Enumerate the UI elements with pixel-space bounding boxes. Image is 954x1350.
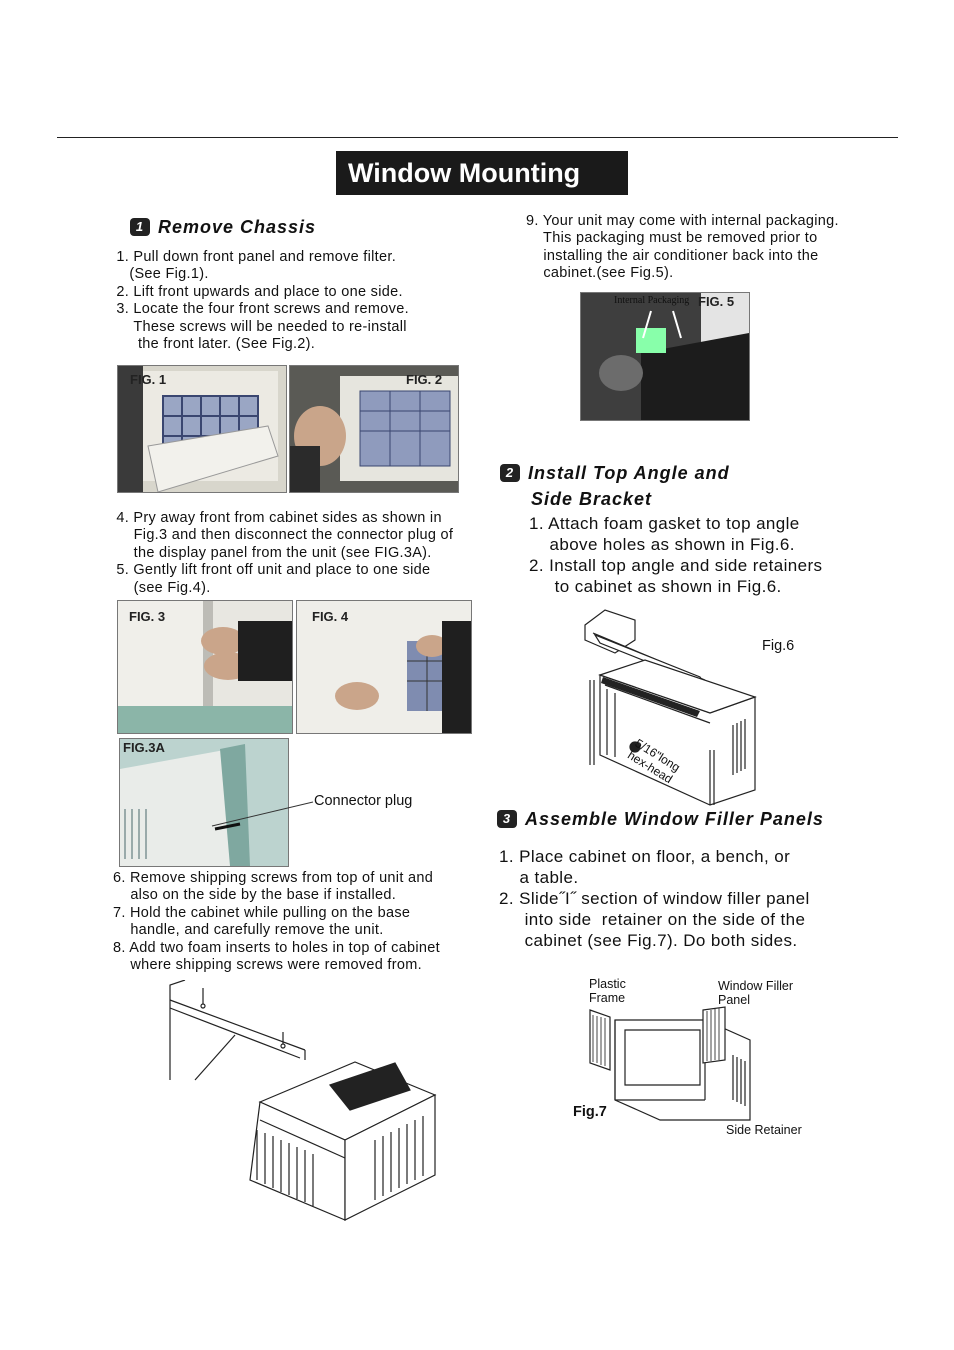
section-2-badge: 2 xyxy=(500,464,520,482)
fig7-label: Fig.7 xyxy=(573,1104,607,1120)
section-3-steps: 1. Place cabinet on floor, a bench, or a table. 2. Slide˝I˝ section of window filler panel into side retainer on the side of the cabinet (see Fig.7). Do both sides. xyxy=(499,847,810,950)
section-3-title: Assemble Window Filler Panels xyxy=(525,809,824,829)
section-3-heading xyxy=(497,809,824,830)
section-2-steps: 1. Attach foam gasket to top angle above holes as shown in Fig.6. 2. Install top angle and side retainers to cabinet as shown in Fig.6. xyxy=(529,514,823,596)
fig6-hex-head-note: 5/16"long hex-head xyxy=(625,736,683,787)
fig4-label: FIG. 4 xyxy=(312,609,349,624)
top-rule xyxy=(57,137,898,138)
fig5-illustration xyxy=(581,293,749,420)
side-retainer-label: Side Retainer xyxy=(726,1123,802,1137)
section-3-badge: 3 xyxy=(497,810,517,828)
fig2-label: FIG. 2 xyxy=(406,372,443,387)
fig5-label: FIG. 5 xyxy=(698,294,735,309)
fig6-label: Fig.6 xyxy=(762,638,795,654)
fig7-drawing xyxy=(585,1005,760,1135)
section-2-title-line1: Install Top Angle and xyxy=(528,463,730,483)
connector-plug-label: Connector plug xyxy=(314,793,413,809)
fig5-photo xyxy=(580,292,750,421)
section-2-title-line2: Side Bracket xyxy=(531,489,653,509)
internal-packaging-label: Internal Packaging xyxy=(614,295,690,306)
fig1-label: FIG. 1 xyxy=(130,372,167,387)
steps-1-3: 1. Pull down front panel and remove filter. (See Fig.1). 2. Lift front upwards and place to one side. 3. Locate the four front screws and remove. These screws will be needed to re-install the front later. (See Fig.2). xyxy=(116,249,409,353)
window-filler-panel-label: Window Filler Panel xyxy=(718,979,794,1007)
section-1-badge: 1 xyxy=(130,218,150,236)
section-1-heading xyxy=(130,217,316,238)
section-1-title: Remove Chassis xyxy=(158,217,317,237)
plastic-frame-label: Plastic Frame xyxy=(589,977,626,1005)
fig3a-label: FIG.3A xyxy=(123,740,165,755)
cabinet-foam-insert-drawing xyxy=(165,980,455,1225)
steps-6-8: 6. Remove shipping screws from top of unit and also on the side by the base if installed. 7. Hold the cabinet while pulling on the base handle, and carefully remove the unit. 8. Add two foam inserts to holes in top of cabinet where shipping screws were removed from. xyxy=(113,870,440,974)
step-9: 9. Your unit may come with internal packaging. This packaging must be removed prior to installing the air conditioner back into the cabinet.(see Fig.5). xyxy=(526,213,839,282)
page-title: Window Mounting xyxy=(336,151,628,195)
fig3-label: FIG. 3 xyxy=(129,609,166,624)
steps-4-5: 4. Pry away front from cabinet sides as shown in Fig.3 and then disconnect the connector plug of the display panel from the unit (see FIG.3A). 5. Gently lift front off unit and place to one side (see Fig.4). xyxy=(116,510,454,596)
connector-leader-line xyxy=(210,800,320,830)
section-2-heading xyxy=(500,460,730,512)
